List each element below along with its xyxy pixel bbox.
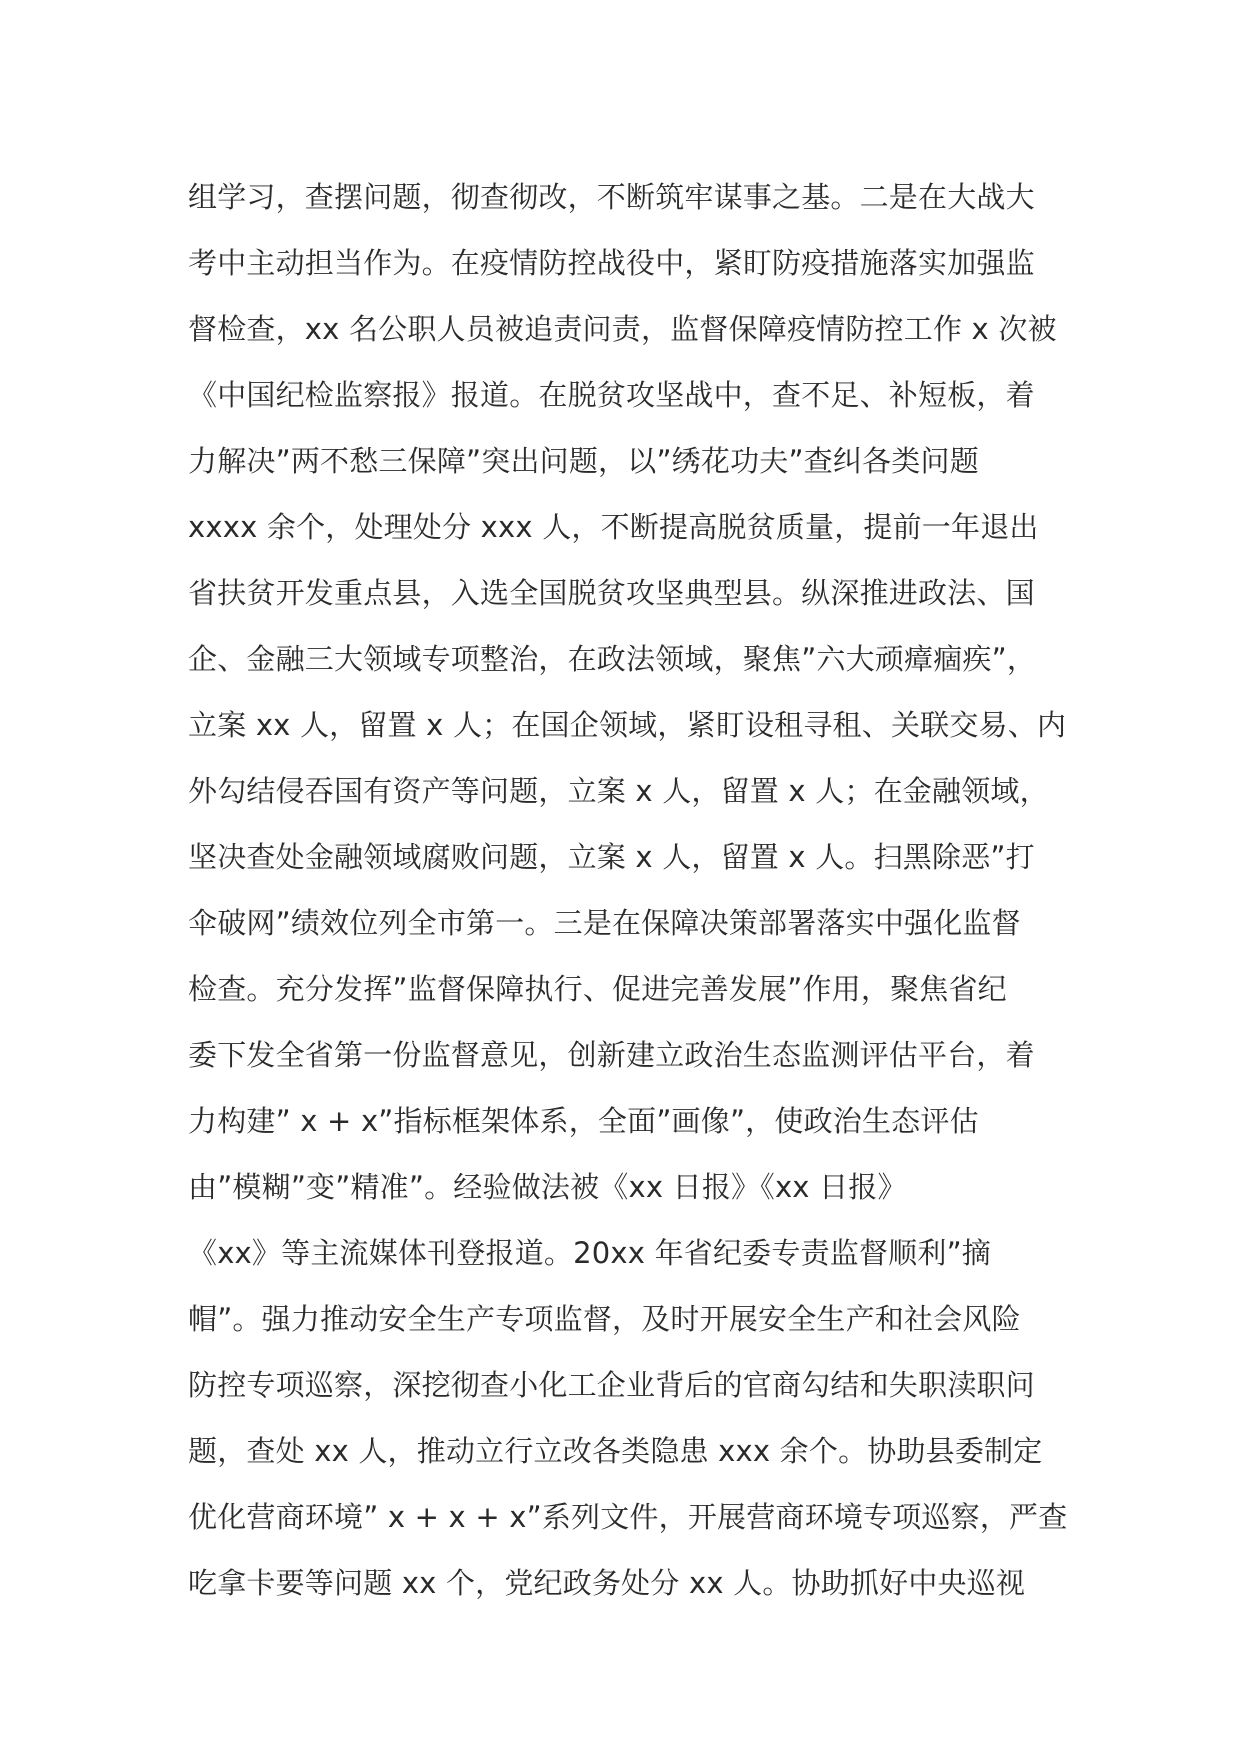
- text-line: 题，查处 xx 人，推动立行立改各类隐患 xxx 余个。协助县委制定: [188, 1434, 1043, 1468]
- text-line: 检查。充分发挥”监督保障执行、促进完善发展”作用，聚焦省纪: [188, 972, 1007, 1006]
- text-line: 力构建” x + x”指标框架体系，全面”画像”，使政治生态评估: [188, 1104, 979, 1138]
- text-line: 考中主动担当作为。在疫情防控战役中，紧盯防疫措施落实加强监: [188, 246, 1035, 280]
- text-line: 立案 xx 人，留置 x 人；在国企领域，紧盯设租寻租、关联交易、内: [188, 708, 1067, 742]
- text-line: xxxx 余个，处理处分 xxx 人，不断提高脱贫质量，提前一年退出: [188, 510, 1039, 544]
- text-line: 《中国纪检监察报》报道。在脱贫攻坚战中，查不足、补短板，着: [188, 378, 1035, 412]
- text-line: 组学习，查摆问题，彻查彻改，不断筑牢谋事之基。二是在大战大: [188, 180, 1035, 214]
- text-line: 企、金融三大领域专项整治，在政法领域，聚焦”六大顽瘴痼疾”，: [188, 642, 1037, 676]
- text-line: 帽”。强力推动安全生产专项监督，及时开展安全生产和社会风险: [188, 1302, 1021, 1336]
- text-line: 由”模糊”变”精准”。经验做法被《xx 日报》《xx 日报》: [188, 1170, 907, 1204]
- text-line: 力解决”两不愁三保障”突出问题，以”绣花功夫”查纠各类问题: [188, 444, 979, 478]
- text-line: 委下发全省第一份监督意见，创新建立政治生态监测评估平台，着: [188, 1038, 1035, 1072]
- text-line: 坚决查处金融领域腐败问题，立案 x 人，留置 x 人。扫黑除恶”打: [188, 840, 1035, 874]
- text-line: 防控专项巡察，深挖彻查小化工企业背后的官商勾结和失职渎职问: [188, 1368, 1035, 1402]
- text-line: 优化营商环境” x + x + x”系列文件，开展营商环境专项巡察，严查: [188, 1500, 1068, 1534]
- text-line: 吃拿卡要等问题 xx 个，党纪政务处分 xx 人。协助抓好中央巡视: [188, 1566, 1026, 1600]
- text-line: 伞破网”绩效位列全市第一。三是在保障决策部署落实中强化监督: [188, 906, 1021, 940]
- text-line: 《xx》等主流媒体刊登报道。20xx 年省纪委专责监督顺利”摘: [188, 1236, 991, 1270]
- text-line: 外勾结侵吞国有资产等问题，立案 x 人，留置 x 人；在金融领域，: [188, 774, 1049, 808]
- text-line: 督检查，xx 名公职人员被追责问责，监督保障疫情防控工作 x 次被: [188, 312, 1057, 346]
- text-line: 省扶贫开发重点县，入选全国脱贫攻坚典型县。纵深推进政法、国: [188, 576, 1035, 610]
- body-paragraph: [188, 164, 1068, 1616]
